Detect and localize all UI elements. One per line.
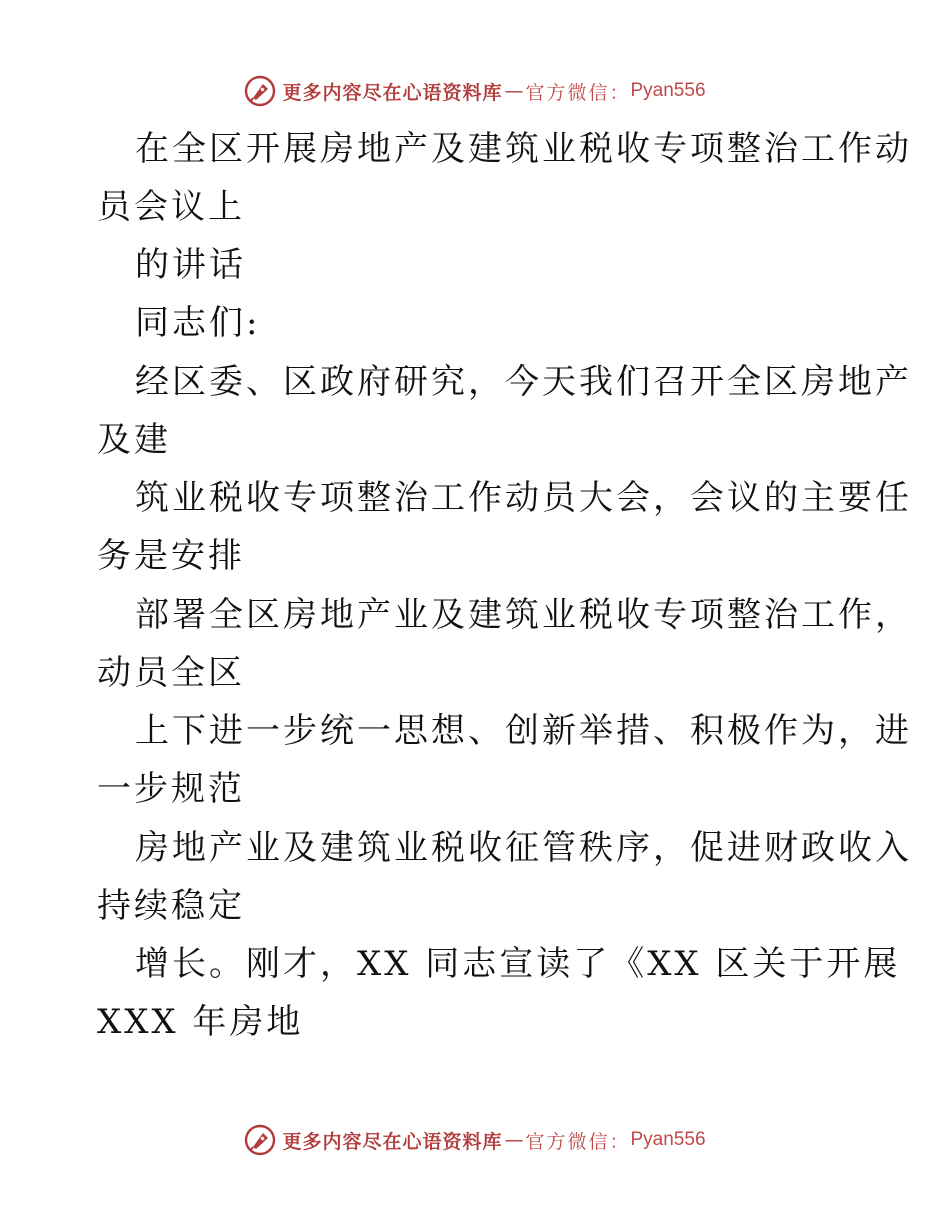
text-line: 经区委、区政府研究，今天我们召开全区房地产	[135, 362, 912, 402]
banner-dash: —	[504, 1129, 524, 1151]
text-line: XXX 年房地	[97, 1002, 304, 1042]
banner-dash: —	[504, 80, 524, 102]
banner-wechat-label: 官方微信：	[525, 81, 631, 104]
banner-wechat-label: 官方微信：	[525, 1130, 631, 1153]
text-line: 房地产业及建筑业税收征管秩序，促进财政收入	[135, 828, 912, 868]
text-line: 务是安排	[97, 536, 245, 576]
text-line: 同志们:	[135, 303, 261, 343]
text-line: 上下进一步统一思想、创新举措、积极作为，进	[135, 711, 912, 751]
banner-wechat-id: Pyan556	[630, 1129, 706, 1150]
pen-nib-logo-icon	[244, 1124, 276, 1156]
text-line: 的讲话	[135, 245, 246, 285]
text-line: 动员全区	[97, 653, 245, 693]
text-line: 员会议上	[97, 187, 245, 227]
text-line: 在全区开展房地产及建筑业税收专项整治工作动	[135, 129, 912, 169]
text-line: 一步规范	[97, 769, 245, 809]
banner-main-text: 更多内容尽在心语资料库	[282, 1130, 503, 1153]
text-line: 持续稳定	[97, 886, 245, 926]
text-line: 增长。刚才，XX 同志宣读了《XX 区关于开展	[135, 944, 901, 984]
footer-banner	[0, 1120, 950, 1160]
banner-main-text: 更多内容尽在心语资料库	[282, 81, 503, 104]
text-line: 筑业税收专项整治工作动员大会，会议的主要任	[135, 478, 912, 518]
text-line: 及建	[97, 420, 171, 460]
text-line: 部署全区房地产业及建筑业税收专项整治工作，	[135, 595, 912, 635]
banner-wechat-id: Pyan556	[630, 80, 706, 101]
